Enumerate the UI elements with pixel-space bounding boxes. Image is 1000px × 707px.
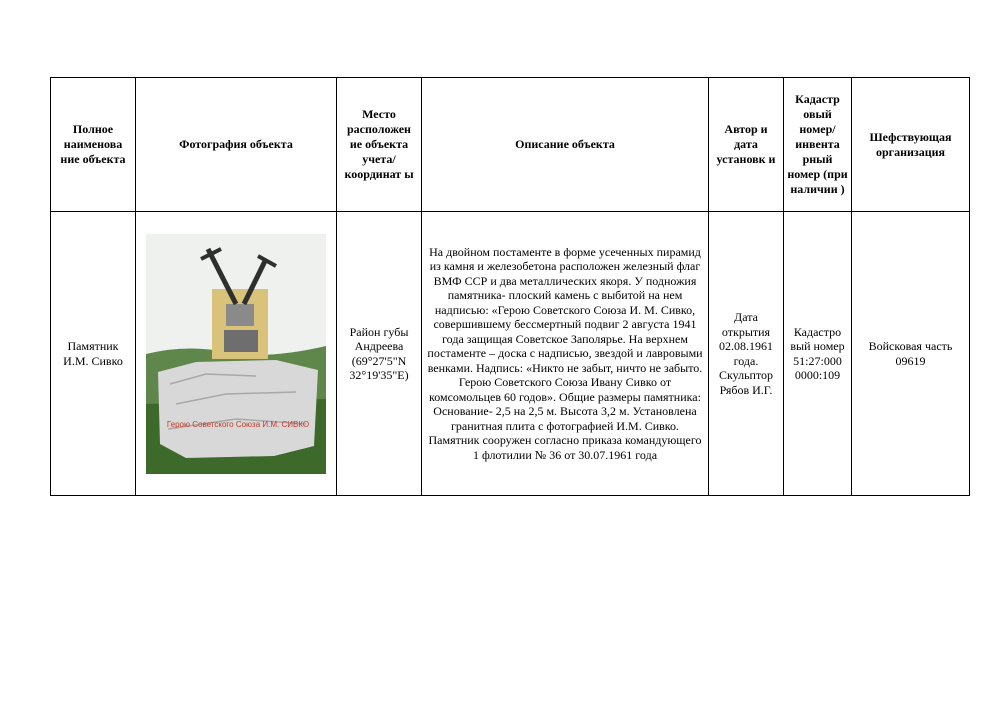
cell-location: Район губы Андреева (69°27'5"N 32°19'35"E): [337, 212, 422, 496]
monument-photo: [146, 234, 326, 474]
cell-photo: [136, 212, 337, 496]
table-row: [51, 212, 970, 496]
photo-stone-inscription: Герою Советского Союза И.М. СИВКО: [166, 419, 310, 429]
cell-cadastral: Кадастро вый номер 51:27:000 0000:109: [784, 212, 852, 496]
header-photo: Фотография объекта: [136, 78, 337, 212]
header-location: Место расположен ие объекта учета/ координат ы: [337, 78, 422, 212]
header-name: Полное наименова ние объекта: [51, 78, 136, 212]
cell-patron: Войсковая часть 09619: [852, 212, 970, 496]
photo-wrap: [139, 234, 333, 474]
header-patron: Шефствующая организация: [852, 78, 970, 212]
header-cadastral: Кадастр овый номер/ инвента рный номер (при наличии ): [784, 78, 852, 212]
cell-name: Памятник И.М. Сивко: [51, 212, 136, 496]
header-description: Описание объекта: [422, 78, 709, 212]
header-author: Автор и дата установк и: [709, 78, 784, 212]
cell-description: На двойном постаменте в форме усеченных пирамид из камня и железобетона расположен железный флаг ВМФ ССР и два металлических якоря. У подножия памятника- плоский камень с выбитой на нем надписью: «Герою Советского Союза И. М. Сивко, совершившему бессмертный подвиг 2 августа 1941 года защищая Советское Заполярье. На верхнем постаменте – доска с надписью, звездой и лавровыми венками. Надпись: «Никто не забыт, ничто не забыто. Герою Советского Союза Ивану Сивко от комсомольцев 60 годов». Общие размеры памятника: Основание- 2,5 на 2,5 м. Высота 3,2 м. Установлена гранитная плита с фотографией И.М. Сивко. Памятник сооружен согласно приказа командующего 1 флотилии № 36 от 30.07.1961 года: [422, 212, 709, 496]
photo-portrait-slab: [224, 330, 258, 352]
cell-author: Дата открытия 02.08.1961 года. Скульптор Рябов И.Г.: [709, 212, 784, 496]
registry-table: [50, 77, 970, 496]
photo-plaque: [226, 304, 254, 326]
header-row: [51, 78, 970, 212]
